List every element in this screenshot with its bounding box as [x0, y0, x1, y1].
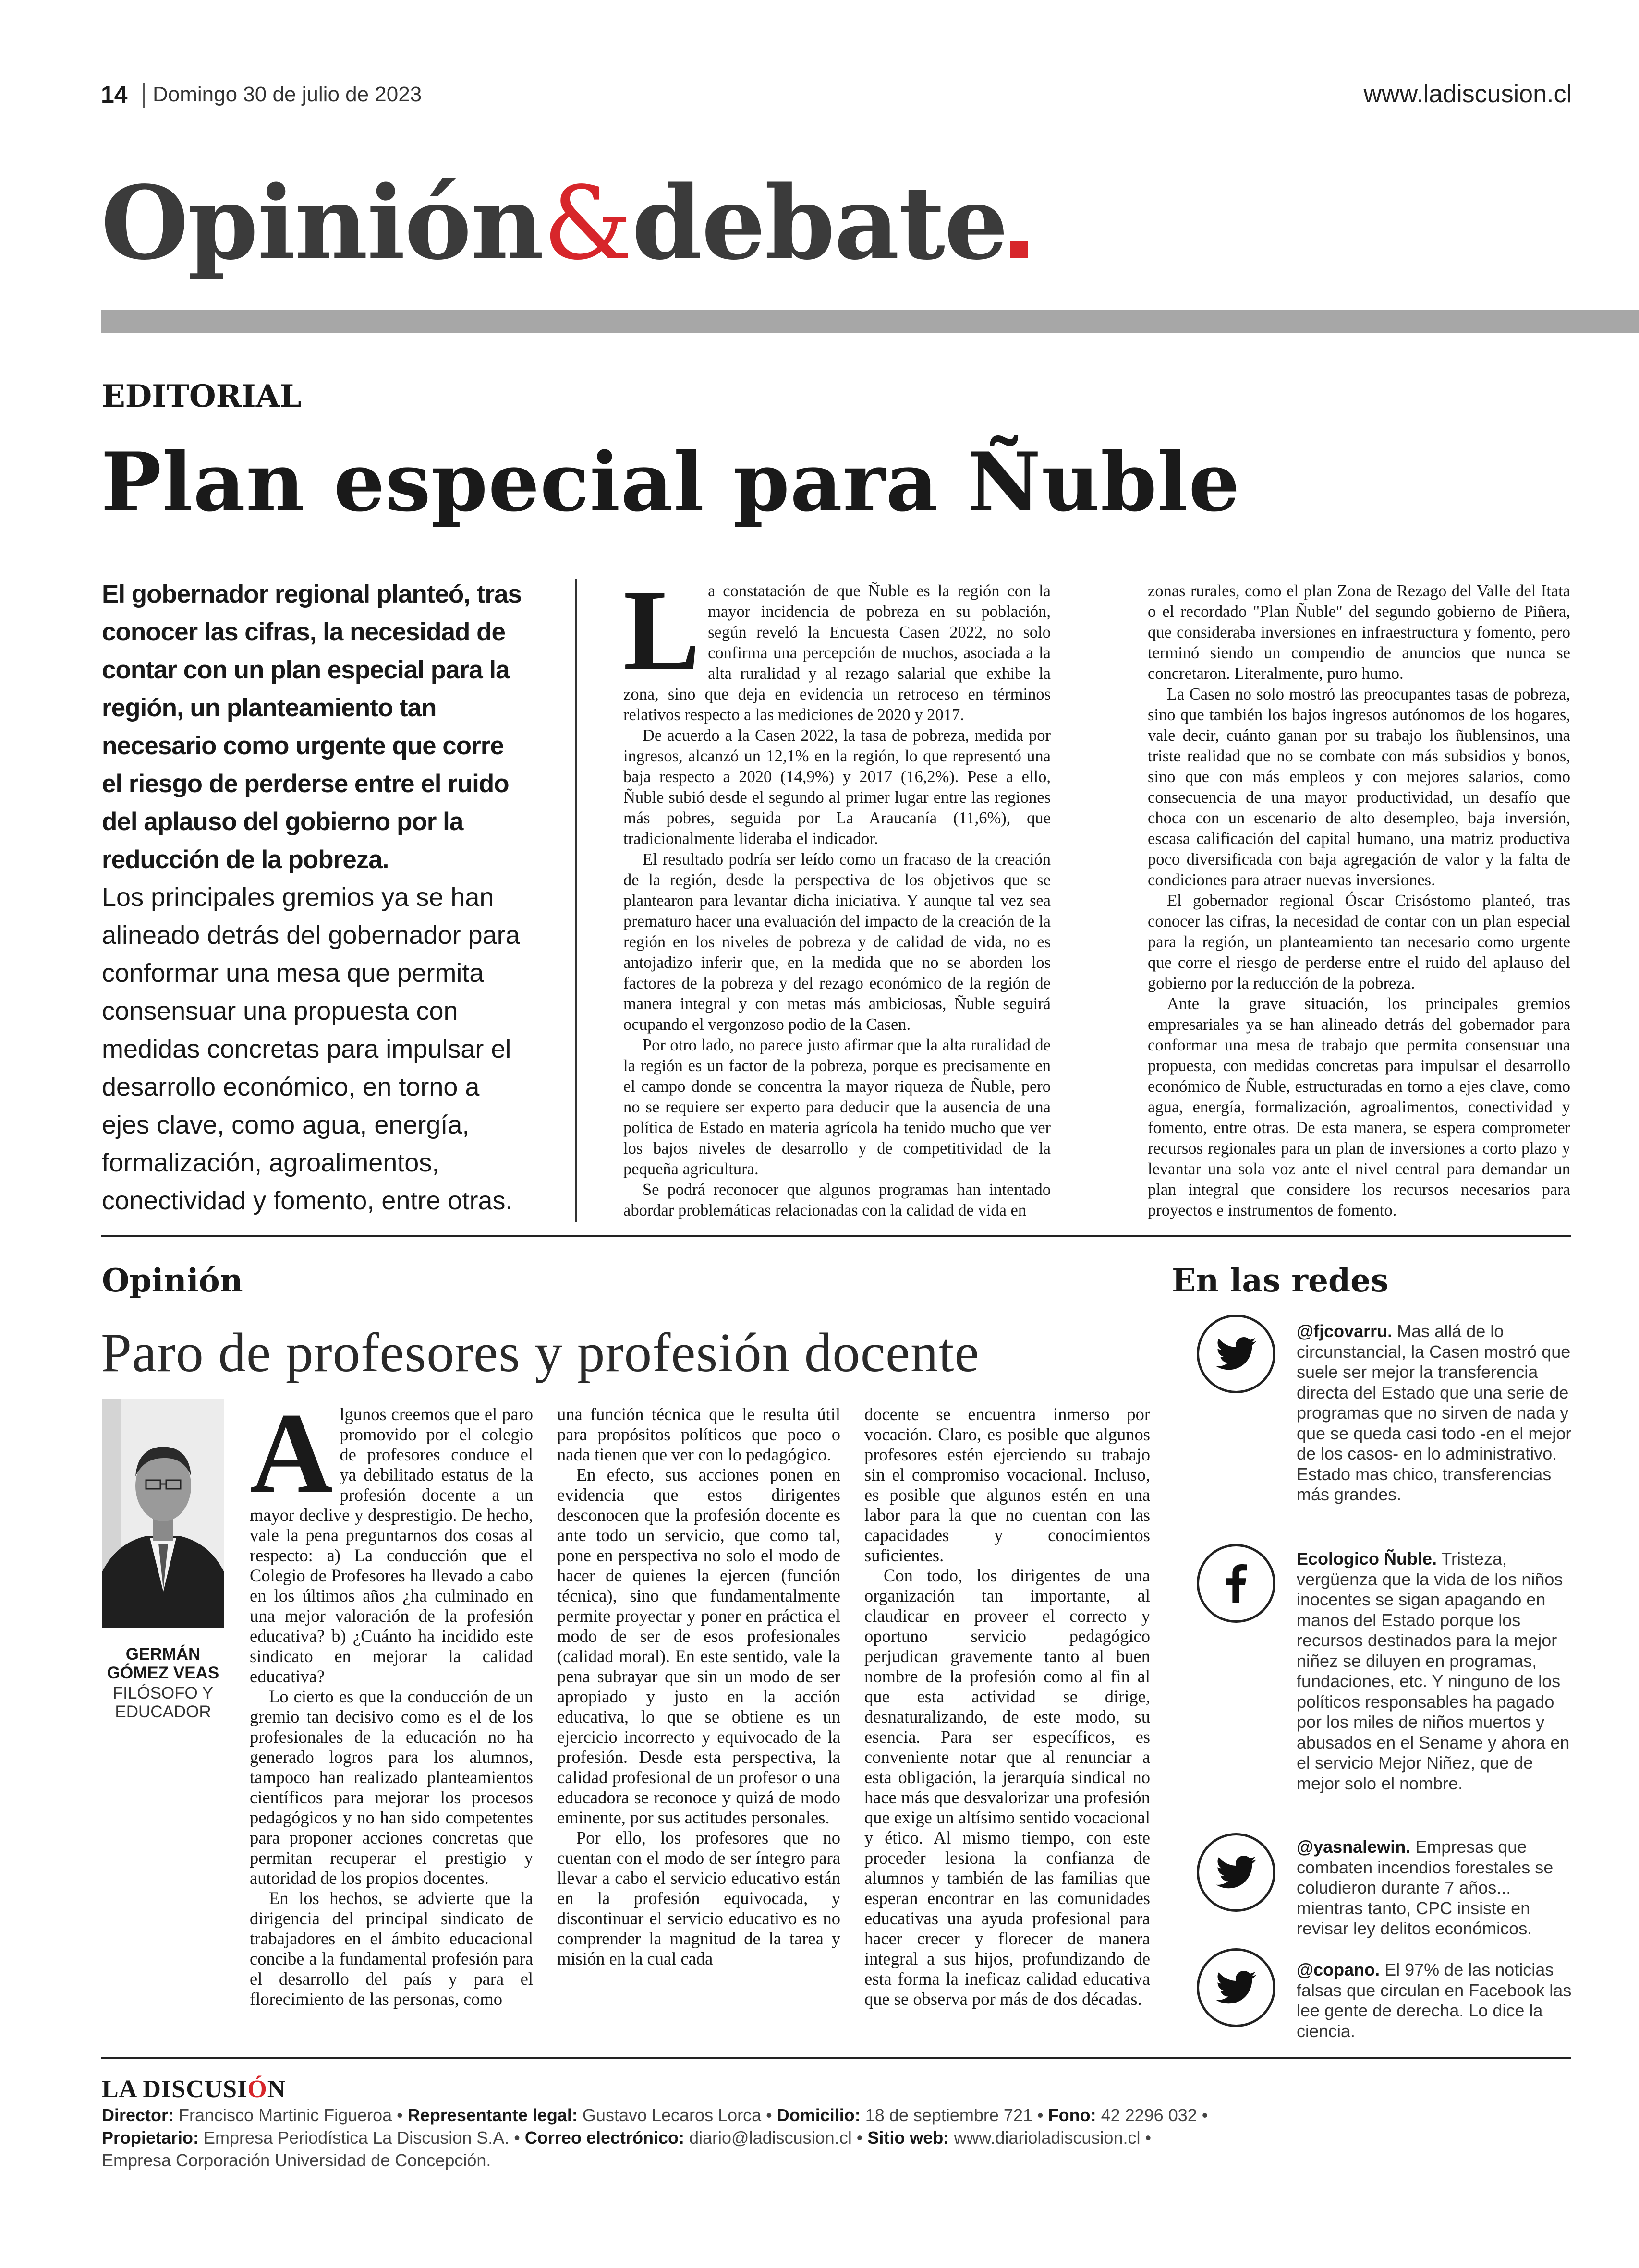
opinion-paragraph-text: lgunos creemos que el paro promovido por el colegio de profesores conduce el ya debilitado estatus de la profesión docente a un mayor declive y desprestigio. De hecho, vale la pena preguntarnos dos cosas al respecto: a) La conducción que el Colegio de Profesores ha llevado a cabo en los últimos años ¿ha culminado en una mejor valoración de la profesión educativa? b) ¿Cuánto ha incidido este sindicato en mejorar la calidad educativa?: [250, 1404, 533, 1686]
post-text: El 97% de las noticias falsas que circulan en Facebook las lee gente de derecha. Lo dice la ciencia.: [1297, 1960, 1572, 2041]
post-handle[interactable]: @yasnalewin.: [1297, 1837, 1411, 1857]
twitter-icon: [1197, 1315, 1275, 1393]
editorial-paragraph: zonas rurales, como el plan Zona de Rezago del Valle del Itata o el recordado "Plan Ñuble" del segundo gobierno de Piñera, que consideraba inversiones en infraestructura y fomento, pero terminó siendo un compendio de anuncios que nunca se concretaron. Literalmente, puro humo.: [1148, 582, 1570, 683]
header-divider: [143, 83, 145, 108]
editorial-paragraph: El gobernador regional Óscar Crisóstomo planteó, tras conocer las cifras, la necesidad de contar con un plan especial para la región, un planteamiento tan necesario como urgente que corre el riesgo de perderse entre el ruido del aplauso del gobierno por la reducción de la pobreza.: [1148, 892, 1570, 992]
author-photo: [102, 1399, 224, 1628]
post-handle[interactable]: @fjcovarru.: [1297, 1321, 1393, 1341]
post-handle[interactable]: @copano.: [1297, 1960, 1380, 1979]
opinion-paragraph: En los hechos, se advierte que la dirigencia del principal sindicato de trabajadores en el ámbito educacional concibe a la fundamental profesión para el desarrollo del país y para el florecimiento de las personas, como: [250, 1888, 533, 2009]
editorial-lead-body: Los principales gremios ya se han alineado detrás del gobernador para conformar una mesa que permita consensuar una propuesta con medidas concretas para impulsar el desarrollo económico, en torno a ejes clave, como agua, energía, formalización, agroalimentos, conectividad y fomento, entre otras.: [102, 883, 520, 1215]
editorial-paragraph: De acuerdo a la Casen 2022, la tasa de pobreza, medida por ingresos, alcanzó un 12,1% en la región, lo que representó una baja respecto a 2020 (14,9%) y 2017 (16,2%). Pese a ello, Ñuble subió desde el segundo al primer lugar entre las regiones más pobres, seguida por La Araucanía (11,6%), que tradicionalmente lideraba el indicador.: [623, 726, 1051, 848]
twitter-icon: [1197, 1948, 1275, 2027]
opinion-paragraph: Con todo, los dirigentes de una organización tan importante, al claudicar en proveer el correcto y oportuno servicio pedagógico perjudican gravemente tanto al buen nombre de la profesión como al fin al que esta actividad se dirige, desnaturalizando, de este modo, su esencia. Para ser específicos, es conveniente notar que al renunciar a esta obligación, la jerarquía sindical no hace más que desvalorizar una profesión que exige un altísimo sentido vocacional y ético. Al mismo tiempo, con este proceder lesiona la confianza de alumnos y también de las familias que esperan encontrar en las comunidades educativas una ayuda profesional para hacer crecer y florecer de manera integral a sus hijos, profundizando de esta forma la ineficaz calidad educativa que se observa por más de dos décadas.: [864, 1566, 1150, 2009]
opinion-paragraph: [250, 1389, 533, 1687]
editorial-lead-bold: El gobernador regional planteó, tras conocer las cifras, la necesidad de contar con un plan especial para la región, un planteamiento tan necesario como urgente que corre el riesgo de perderse entre el ruido del aplauso del gobierno por la reducción de la pobreza.: [102, 580, 522, 874]
post-text: Empresas que combaten incendios forestales se coludieron durante 7 años... mientras tanto, CPC insiste en revisar ley delitos económicos.: [1297, 1837, 1554, 1938]
page-number: 14: [101, 81, 128, 108]
credit-label: Director:: [102, 2105, 174, 2125]
author-title: FILÓSOFO Y EDUCADOR: [112, 1684, 214, 1721]
editorial-column-1: [623, 566, 1051, 1221]
editorial-paragraph: Ante la grave situación, los principales gremios empresariales ya se han alineado detrás del gobernador para conformar una mesa de trabajo que permita consensuar una propuesta, con medidas concretas para impulsar el desarrollo económico de Ñuble, estructuradas en torno a ejes clave, como agua, energía, formalización, agroalimentos, conectividad y fomento, entre otras. De esta manera, se espera comprometer recursos regionales para un plan de inversiones a corto plazo y levantar una sola voz ante el nivel central para demandar un plan integral que considere los recursos necesarios para proyectos e instrumentos de fomento.: [1148, 995, 1570, 1219]
opinion-paragraph: Lo cierto es que la conducción de un gremio tan decisivo como es el de los profesionales de la educación no ha generado logros para los alumnos, tampoco han realizado planteamientos científicos para mejorar los procesos pedagógicos y no han sido competentes para proponer acciones concretas que permitan recuperar el prestigio y autoridad de los propios docentes.: [250, 1687, 533, 1888]
newspaper-logo: [102, 2075, 286, 2103]
credit-label: Fono:: [1048, 2105, 1096, 2125]
social-post: [1297, 1960, 1575, 2041]
editorial-column-2: [1148, 581, 1570, 1221]
post-handle[interactable]: Ecologico Ñuble.: [1297, 1549, 1437, 1568]
website-link[interactable]: www.diarioladiscusion.cl •: [949, 2128, 1152, 2147]
credit-label: Correo electrónico:: [524, 2128, 684, 2147]
opinion-paragraph: En efecto, sus acciones ponen en evidencia que estos dirigentes desconocen que la profesión docente es ante todo un servicio, que como tal, pone en perspectiva no solo el modo de hacer de quienes la ejercen (función técnica), sino que fundamentalmente permite proyectar y poner en práctica el modo de ser de esos profesionales (calidad moral). En este sentido, vale la pena subrayar que sin un modo de ser apropiado y justo en la acción educativa, lo que se obtiene es un ejercicio incorrecto y equivocado de la profesión. Desde esta perspectiva, la calidad profesional de un profesor o una educadora se reconoce y quizá de modo eminente, por sus actitudes personales.: [557, 1465, 840, 1827]
credit-value: Francisco Martinic Figueroa •: [174, 2105, 408, 2125]
section-title: [101, 164, 1028, 282]
section-title-red-dot: [1010, 241, 1028, 258]
section-rule: [101, 310, 1639, 333]
twitter-icon: [1197, 1833, 1275, 1912]
opinion-column-2: [557, 1404, 840, 1969]
credit-label: Domicilio:: [777, 2105, 861, 2125]
logo-text: LA DISCUSI: [102, 2075, 248, 2103]
issue-date: Domingo 30 de julio de 2023: [153, 83, 422, 106]
editorial-label: EDITORIAL: [102, 378, 302, 414]
section-title-word2: debate: [631, 164, 1008, 282]
social-post: [1297, 1837, 1575, 1939]
editorial-paragraph: La Casen no solo mostró las preocupantes tasas de pobreza, sino que también los bajos ingresos autónomos de los hogares, vale decir, cuánto ganan por su trabajo los ñublensinos, una triste realidad que no se combate con más subsidios y bonos, sino que con más empleos y con mejores salarios, como consecuencia de una mayor productividad, un desafío que choca con un escenario de alto desempleo, baja inversión, escasa calificación del capital humano, una matriz productiva poco diversificada con baja agregación de valor y la falta de condiciones para atraer nuevas inversiones.: [1148, 685, 1570, 889]
opinion-paragraph: Por ello, los profesores que no cuentan con el modo de ser íntegro para llevar a cabo el servicio educativo están en la profesión equivocada, y discontinuar el servicio educativo es no comprender la magnitud de la tarea y misión en la cual cada: [557, 1828, 840, 1968]
credits-line-2: [102, 2126, 1590, 2149]
opinion-label: Opinión: [102, 1262, 243, 1299]
email-link[interactable]: diario@ladiscusion.cl •: [684, 2128, 868, 2147]
section-title-ampersand: &: [543, 165, 632, 282]
post-text: Mas allá de lo circunstancial, la Casen mostró que suele ser mejor la transferencia directa del Estado que una serie de programas que no sirven de nada y que se queda casi todo -en el mejor de los casos- en lo administrativo. Estado mas chico, transferencias más grandes.: [1297, 1321, 1572, 1504]
credit-label: Sitio web:: [867, 2128, 949, 2147]
credit-value: Gustavo Lecaros Lorca •: [577, 2105, 777, 2125]
logo-text-end: N: [267, 2075, 286, 2103]
logo-accent: Ó: [247, 2075, 267, 2103]
drop-cap: A: [250, 1389, 333, 1517]
social-post: [1297, 1321, 1575, 1505]
credit-label: Representante legal:: [407, 2105, 578, 2125]
footer-divider: [101, 2057, 1571, 2059]
column-divider: [575, 579, 577, 1222]
editorial-paragraph: Se podrá reconocer que algunos programas han intentado abordar problemáticas relacionadas con la calidad de vida en: [623, 1181, 1051, 1219]
credits-line-3: Empresa Corporación Universidad de Concepción.: [102, 2150, 491, 2170]
credit-value: Empresa Periodística La Discusion S.A. •: [199, 2128, 525, 2147]
facebook-icon: [1197, 1544, 1275, 1623]
opinion-paragraph: docente se encuentra inmerso por vocación. Claro, es posible que algunos profesores estén ejerciendo su trabajo sin el compromiso vocacional. Incluso, es posible que algunos estén en una labor para la que no cuentan con las capacidades y conocimientos suficientes.: [864, 1404, 1150, 1565]
editorial-paragraph: El resultado podría ser leído como un fracaso de la creación de la región, desde la perspectiva de los objetivos que se plantearon para levantar dicha iniciativa. Y aunque tal vez sea prematuro hacer una evaluación del impacto de la creación de la región en los niveles de pobreza y de calidad de vida, no es antojadizo inferir que, en la medida que no se aborden los factores de la pobreza y del rezago económico de la región de manera integral y con metas más ambiciosas, Ñuble seguirá ocupando el vergonzoso podio de la Casen.: [623, 850, 1051, 1034]
editorial-paragraph: Por otro lado, no parece justo afirmar que la alta ruralidad de la región es un factor de la pobreza, porque es precisamente en el campo donde se concentra la mayor riqueza de Ñuble, pero no se requiere ser experto para deducir que la ausencia de una política de Estado en materia agrícola ha tenido mucho que ver los bajos niveles de desarrollo y de competitividad de la pequeña agricultura.: [623, 1036, 1051, 1178]
opinion-paragraph: una función técnica que le resulta útil para propósitos políticos que poco o nada tienen que ver con lo pedagógico.: [557, 1404, 840, 1464]
opinion-column-1: [250, 1389, 533, 2009]
social-post: [1297, 1549, 1575, 1794]
opinion-headline: Paro de profesores y profesión docente: [101, 1322, 980, 1383]
editorial-lead: [102, 575, 524, 1220]
post-text: Tristeza, vergüenza que la vida de los niños inocentes se sigan apagando en manos del Estado porque los recursos destinados para la mejor niñez se diluyen en programas, fundaciones, etc. Y ninguno de los políticos responsables ha pagado por los miles de niños muertos y abusados en el Sename y ahora en el servicio Mejor Niñez, que de mejor solo el nombre.: [1297, 1549, 1570, 1793]
masthead-credits: [102, 2104, 1590, 2171]
drop-cap: L: [623, 566, 701, 694]
section-title-word1: Opinión: [101, 164, 543, 282]
editorial-paragraph: [623, 566, 1051, 725]
credit-value: 42 2296 032 •: [1096, 2105, 1208, 2125]
editorial-paragraph-text: a constatación de que Ñuble es la región con la mayor incidencia de pobreza en su población, según reveló la Encuesta Casen 2022, no solo confirma una percepción de muchos, asociada a la alta ruralidad y al rezago salarial que exhibe la zona, sino que deja en evidencia un retroceso en términos relativos respecto a las mediciones de 2020 y 2017.: [623, 582, 1051, 724]
social-section-title: En las redes: [1172, 1262, 1389, 1299]
website-link[interactable]: www.ladiscusion.cl: [1363, 80, 1572, 108]
opinion-column-3: [864, 1404, 1150, 2009]
editorial-headline: Plan especial para Ñuble: [101, 434, 1240, 530]
author-name: GERMÁN GÓMEZ VEAS: [107, 1645, 219, 1682]
credit-value: 18 de septiembre 721 •: [860, 2105, 1048, 2125]
section-divider: [101, 1235, 1571, 1237]
credit-label: Propietario:: [102, 2128, 199, 2147]
credits-line-1: [102, 2104, 1590, 2126]
